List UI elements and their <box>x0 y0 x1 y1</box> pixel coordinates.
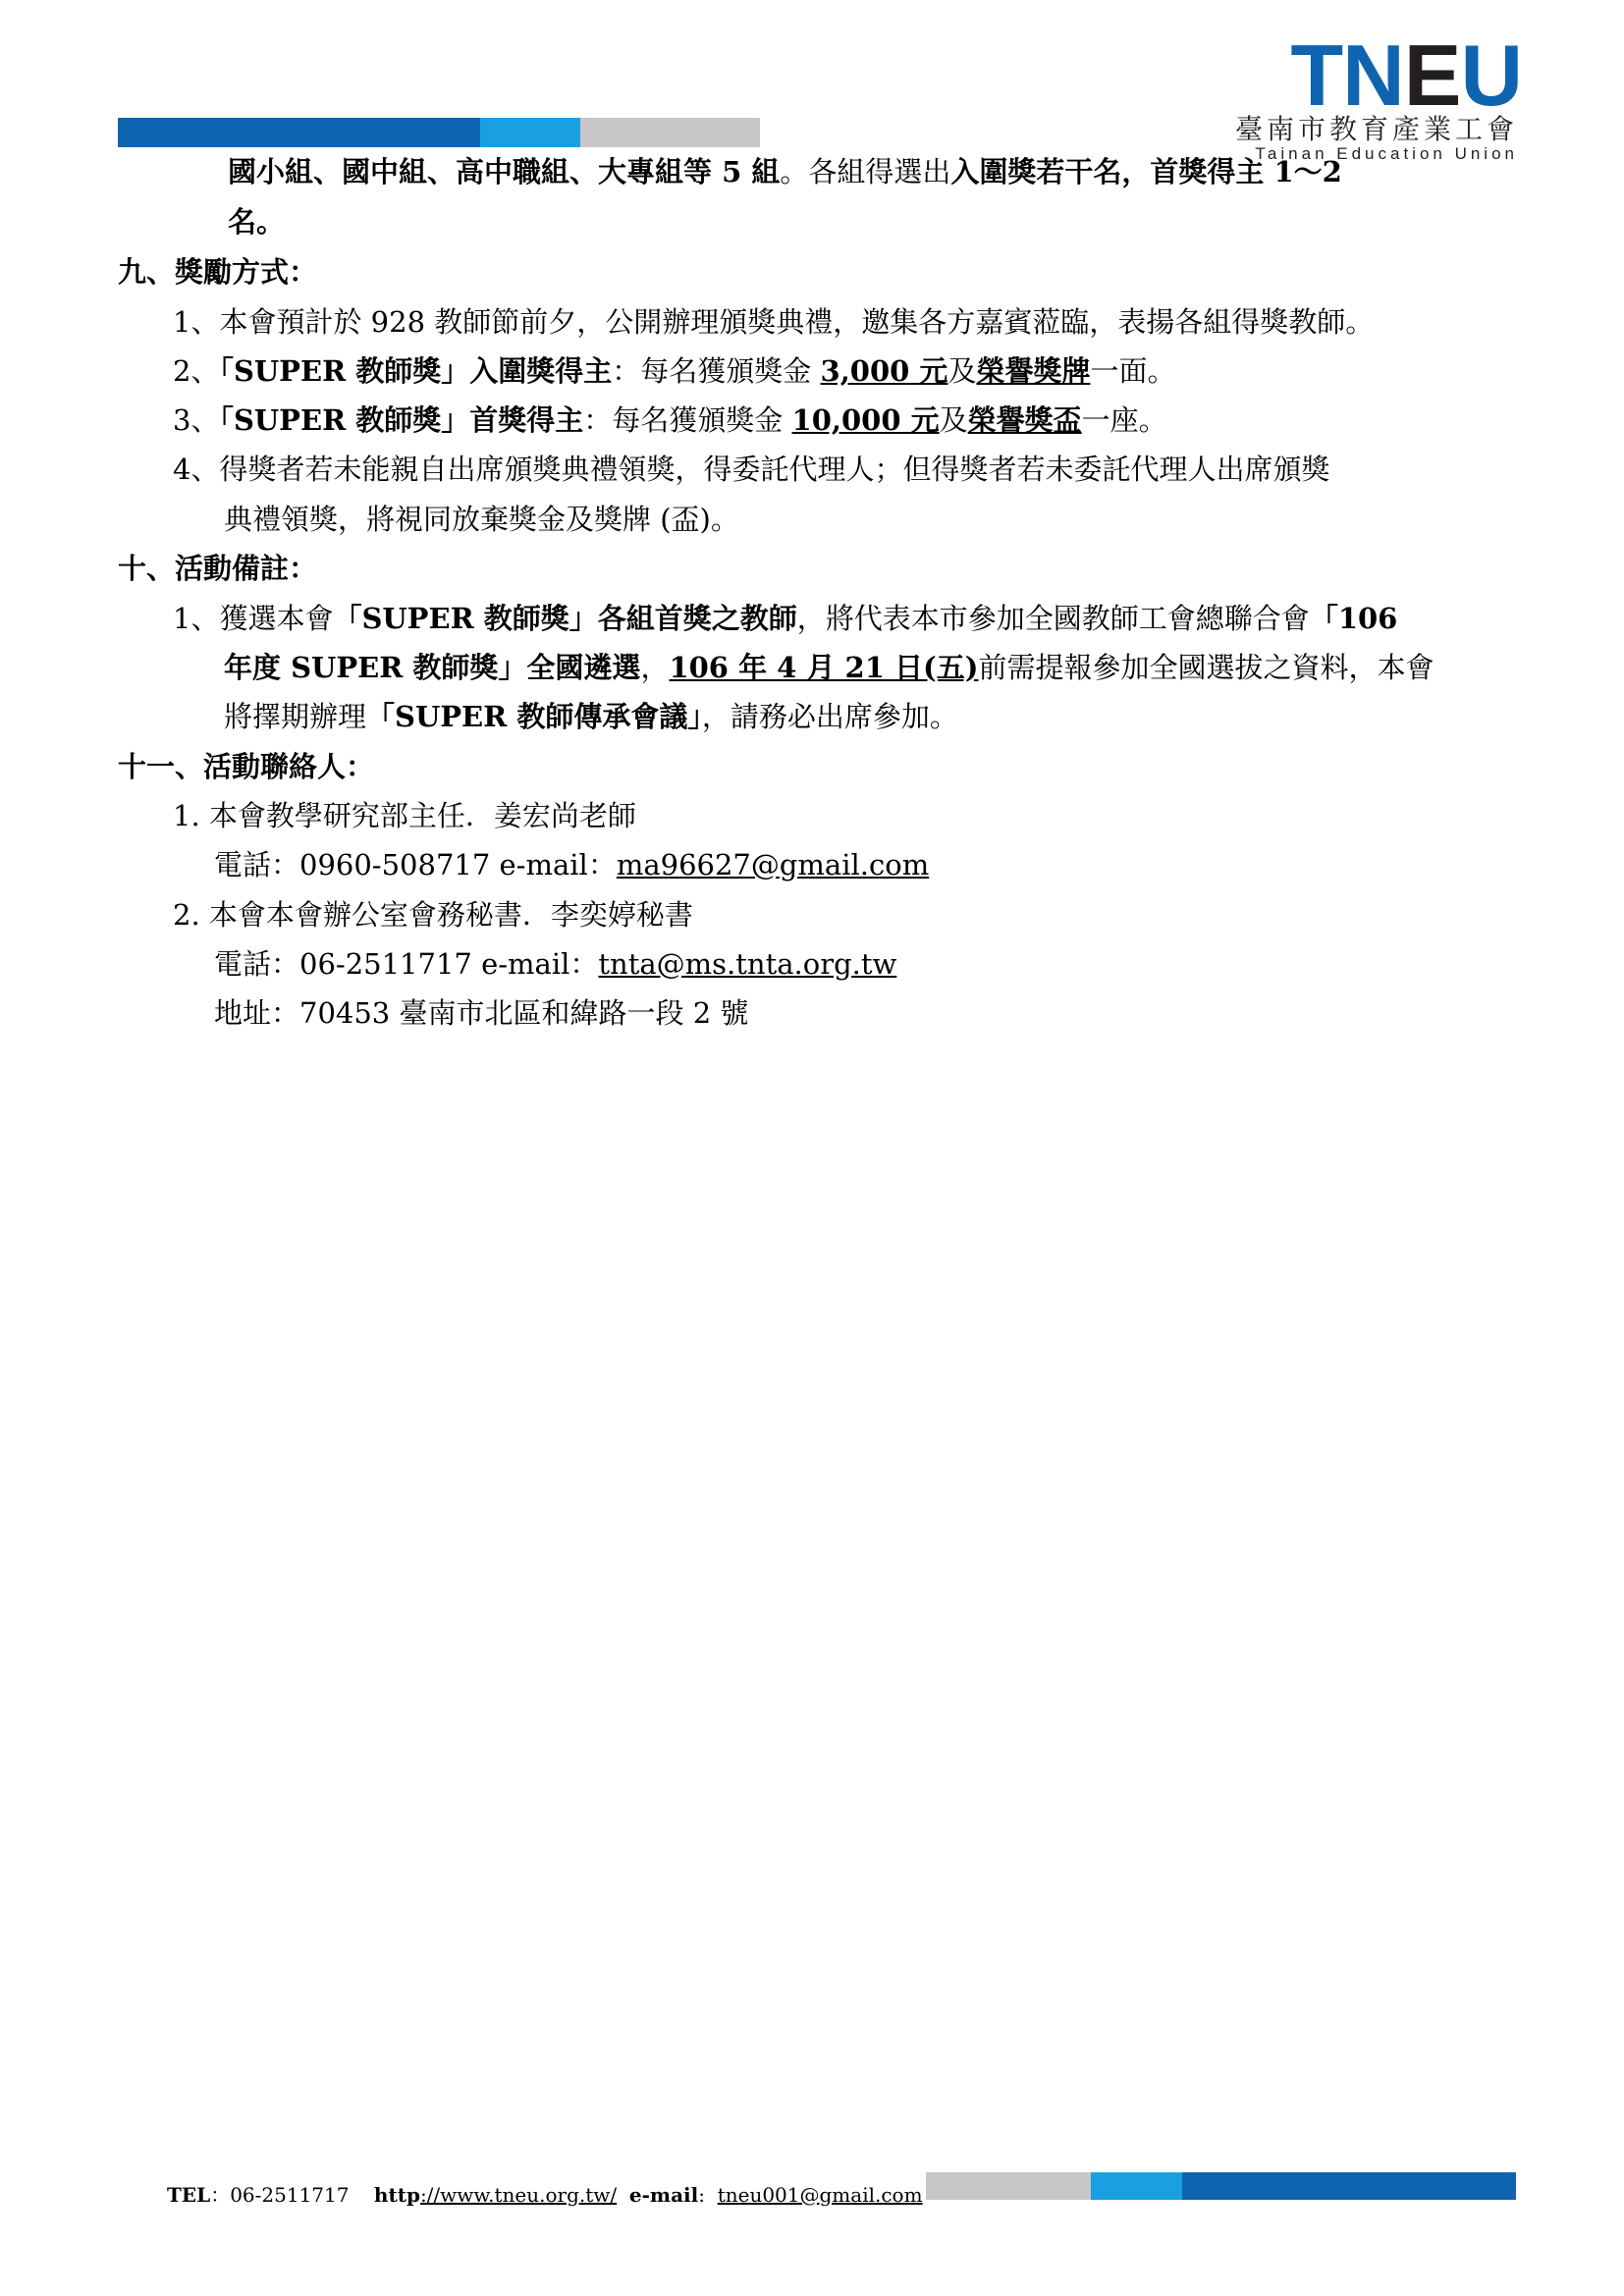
item-3-amount: 10,000 元 <box>791 403 940 437</box>
footer-website-link[interactable]: ://www.tneu.org.tw/ <box>419 2183 618 2207</box>
header-bar-gray <box>580 118 760 147</box>
intro-award-count: 入圍獎若干名，首獎得主 1～2 <box>950 155 1342 188</box>
item-3-award: 「SUPER 教師獎」首獎得主 <box>219 403 584 437</box>
intro-line-1 <box>228 152 1342 191</box>
logo-english-name: Tainan Education Union <box>1255 144 1518 163</box>
footer-bar-dark-blue <box>1182 2172 1516 2200</box>
contact-1-phone: 電話：0960-508717 e-mail： <box>214 848 617 881</box>
s10-l2-date: 106 年 4 月 21 日(五) <box>669 651 979 684</box>
section-10-title: 十、活動備註： <box>118 552 318 585</box>
contact-2-address: 地址：70453 臺南市北區和緯路一段 2 號 <box>214 996 749 1030</box>
section-10-line-2 <box>224 648 1434 687</box>
contact-2-email-link[interactable]: tnta@ms.tnta.org.tw <box>598 947 897 981</box>
item-3-mid: 及 <box>939 403 968 437</box>
footer-email-sep: : <box>698 2183 705 2207</box>
contact-2-name: 2. 本會本會辦公室會務秘書．李奕婷秘書 <box>173 898 693 932</box>
header-bar-dark-blue <box>118 118 480 147</box>
item-2-tail: 一面。 <box>1090 354 1176 388</box>
logo-mark-e: E <box>1403 27 1461 124</box>
logo-mark <box>1198 27 1522 124</box>
contact-1-name: 1. 本會教學研究部主任．姜宏尚老師 <box>173 799 636 832</box>
item-2-num: 2、 <box>173 354 220 388</box>
contact-2-phone: 電話：06-2511717 e-mail： <box>214 947 599 981</box>
footer-email-link[interactable]: tneu001@gmail.com <box>717 2183 923 2207</box>
section-9-title: 九、獎勵方式： <box>118 255 318 289</box>
item-2-mid: 及 <box>947 354 977 388</box>
section-11-title: 十一、活動聯絡人： <box>118 750 375 783</box>
logo-mark-u: U <box>1460 27 1522 124</box>
footer-tel: ：06-2511717 <box>210 2183 350 2207</box>
footer-email-label: e-mail <box>628 2183 699 2207</box>
item-2-prize: 榮譽獎牌 <box>976 354 1091 388</box>
contact-2-info <box>214 944 896 984</box>
item-2-award: 「SUPER 教師獎」入圍獎得主 <box>219 354 613 388</box>
footer-tel-label: TEL <box>167 2183 211 2207</box>
section-10-line-3 <box>224 697 958 736</box>
s10-l1-b: 「SUPER 教師獎」各組首獎之教師 <box>333 602 797 635</box>
s10-l3-c: ，請務必出席參加。 <box>701 700 958 733</box>
footer-http-label: http <box>373 2183 420 2207</box>
section-9-item-1: 1、本會預計於 928 教師節前夕，公開辦理頒獎典禮，邀集各方嘉賓蒞臨，表揚各組得獎教師。 <box>173 305 1375 339</box>
s10-l2-b: ， <box>640 651 670 684</box>
s10-l1-c: ，將代表本市參加全國教師工會總聯合會 <box>796 602 1310 635</box>
logo-chinese-name: 臺南市教育產業工會 <box>1234 113 1518 145</box>
item-3-text: ：每名獲頒獎金 <box>583 403 784 437</box>
item-2-amount: 3,000 元 <box>820 354 948 388</box>
s10-l2-a: 年度 SUPER 教師獎」全國遴選 <box>224 651 641 684</box>
footer-bar-gray <box>926 2172 1091 2200</box>
logo-mark-tn: TN <box>1290 27 1404 124</box>
section-9-item-4-line-2: 典禮領獎，將視同放棄獎金及獎牌 (盃)。 <box>224 503 739 536</box>
item-3-tail: 一座。 <box>1081 403 1167 437</box>
contact-1-info <box>214 845 929 884</box>
contact-1-email-link[interactable]: ma96627@gmail.com <box>616 848 930 881</box>
header-bar-light-blue <box>480 118 580 147</box>
footer-bar-light-blue <box>1091 2172 1182 2200</box>
section-9-item-3 <box>173 400 1167 440</box>
footer-contact <box>167 2181 923 2209</box>
item-3-prize: 榮譽獎盃 <box>967 403 1082 437</box>
item-3-num: 3、 <box>173 403 220 437</box>
intro-groups: 國小組、國中組、高中職組、大專組等 5 組 <box>228 155 781 188</box>
s10-l3-b: 「SUPER 教師傳承會議」 <box>366 700 702 733</box>
s10-l1-a: 1、獲選本會 <box>173 602 334 635</box>
item-2-text: ：每名獲頒獎金 <box>612 354 812 388</box>
s10-l2-d: 前需提報參加全國選拔之資料，本會 <box>978 651 1435 684</box>
tneu-logo <box>1198 27 1522 163</box>
intro-line-2: 名。 <box>228 205 286 239</box>
section-9-item-4-line-1: 4、得獎者若未能親自出席頒獎典禮領獎，得委託代理人；但得獎者若未委託代理人出席頒獎 <box>173 453 1330 486</box>
section-9-item-2 <box>173 351 1175 391</box>
intro-text: 。各組得選出 <box>780 155 951 188</box>
s10-l1-d: 「106 <box>1309 602 1398 635</box>
section-10-line-1 <box>173 599 1397 638</box>
s10-l3-a: 將擇期辦理 <box>224 700 367 733</box>
